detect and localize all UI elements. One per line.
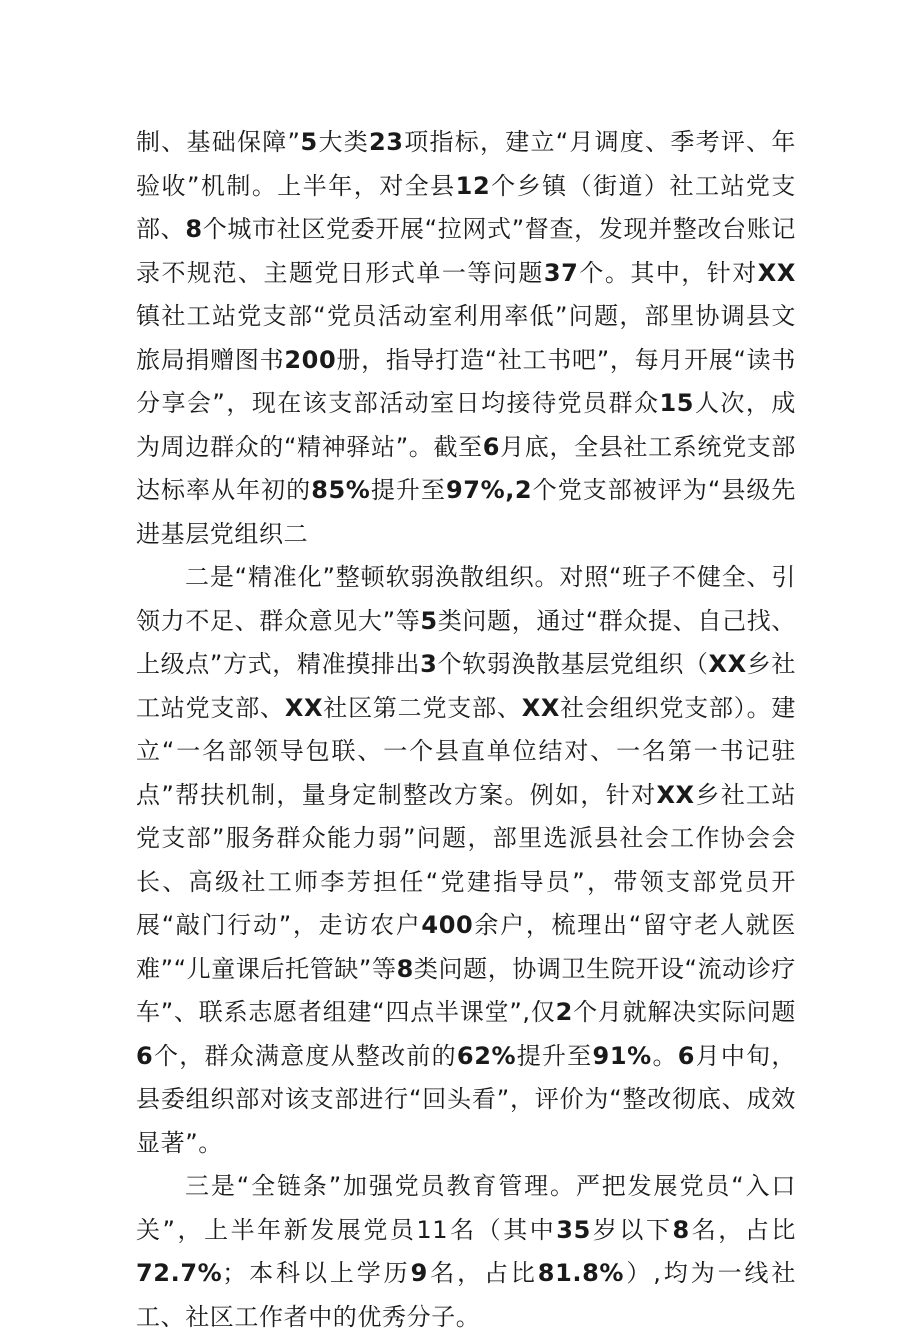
bold-text-run: XX (521, 693, 560, 722)
text-run: 提升至 (516, 1041, 593, 1070)
bold-text-run: 6 (482, 432, 501, 461)
bold-text-run: XX (656, 780, 695, 809)
text-run: 乡社工站党支部、 (136, 650, 796, 722)
bold-text-run: 2 (555, 998, 573, 1026)
text-run: 月中旬，县委组织部对该支部进行“回头看”，评价为“整改彻底、成效显著”。 (136, 1041, 796, 1157)
bold-text-run: 400 (421, 911, 474, 939)
text-run: 余户，梳理出“留守老人就医难”“儿童课后托管缺”等 (136, 911, 796, 983)
bold-text-run: 6 (677, 1041, 696, 1070)
paragraph (136, 556, 796, 1165)
text-run: 镇社工站党支部“党员活动室利用率低”问题，部里协调县文旅局捐赠图书 (136, 302, 796, 374)
bold-text-run: 72.7% (136, 1259, 223, 1287)
text-run: ；本科以上学历 (222, 1259, 411, 1287)
text-run: 。 (651, 1041, 678, 1070)
bold-text-run: 6 (136, 1041, 154, 1070)
bold-text-run: 5 (420, 606, 438, 635)
text-run: 名，占比 (427, 1259, 538, 1287)
text-run: ）,均为一线社工、社区工作者中的优秀分子。 (136, 1259, 796, 1331)
text-run: 册，指导打造“社工书吧”，每月开展“读书分享会”，现在该支部活动室日均接待党员群众 (136, 345, 796, 417)
bold-text-run: 200 (284, 345, 337, 374)
text-run: 月底，全县社工系统党支部达标率从年初的 (136, 432, 796, 504)
text-run: 类问题，通过“群众提、自己找、上级点”方式，精准摸排出 (136, 606, 796, 678)
bold-text-run: 23 (369, 128, 404, 156)
text-run: 大类 (317, 128, 369, 156)
text-run: 类问题，协调卫生院开设“流动诊疗车”、联系志愿者组建“四点半课堂”,仅 (136, 954, 796, 1026)
bold-text-run: 81.8% (537, 1259, 625, 1287)
bold-text-run: 37 (543, 258, 579, 287)
text-run: 社区第二党支部、 (323, 693, 522, 722)
paragraph (136, 1165, 796, 1339)
text-run: 制、基础保障” (136, 128, 301, 156)
bold-text-run: 62% (456, 1041, 517, 1070)
text-run: 个城市社区党委开展“拉网式”督查，发现并整改台账记录不规范、主题党日形式单一等问题 (136, 215, 796, 287)
text-run: 二是“精准化”整顿软弱涣散组织。对照“班子不健全、引领力不足、群众意见大”等 (136, 563, 796, 635)
bold-text-run: 35 (556, 1215, 591, 1244)
bold-text-run: 12 (455, 171, 491, 200)
bold-text-run: 3 (420, 650, 438, 678)
text-run: 乡社工站党支部”服务群众能力弱”问题，部里选派县社会工作协会会长、高级社工师李芳担任“党建指导员”，带领支部党员开展“敲门行动”，走访农户 (136, 780, 796, 939)
text-run: 个软弱涣散基层党组织（ (437, 650, 709, 678)
bold-text-run: 85% (311, 476, 371, 504)
text-run: 项指标，建立“月调度、季考评、年验收”机制。上半年，对全县 (136, 128, 797, 200)
paragraph (136, 121, 796, 556)
text-run: 岁以下 (590, 1215, 673, 1244)
bold-text-run: 8 (185, 215, 203, 243)
bold-text-run: 8 (672, 1215, 690, 1244)
text-run: 个，群众满意度从整改前的 (153, 1041, 457, 1070)
body-text (136, 121, 796, 1339)
bold-text-run: XX (757, 258, 796, 287)
bold-text-run: 5 (300, 128, 318, 156)
text-run: 人次，成为周边群众的“精神驿站”。截至 (136, 389, 796, 461)
text-run: 三是“全链条”加强党员教育管理。严把发展党员“入口关”，上半年新发展党员11名（其中 (136, 1172, 796, 1244)
bold-text-run: XX (708, 650, 747, 678)
bold-text-run: 15 (659, 389, 695, 417)
text-run: 提升至 (370, 476, 446, 504)
bold-text-run: 8 (396, 954, 414, 983)
bold-text-run: XX (284, 693, 324, 722)
bold-text-run: 9 (410, 1259, 428, 1287)
text-run: 个月就解决实际问题 (572, 998, 796, 1026)
text-run: 名，占比 (689, 1215, 796, 1244)
text-run: 个。其中，针对 (578, 258, 758, 287)
text-run: 社会组织党支部）。建立“一名部领导包联、一个县直单位结对、一名第一书记驻点”帮扶机制，量身定制整改方案。例如，针对 (136, 693, 796, 809)
bold-text-run: 97%,2 (445, 476, 533, 504)
bold-text-run: 91% (592, 1041, 652, 1070)
text-run: 个党支部被评为“县级先进基层党组织二 (136, 476, 796, 548)
text-run: 个乡镇（街道）社工站党支部、 (136, 171, 797, 243)
